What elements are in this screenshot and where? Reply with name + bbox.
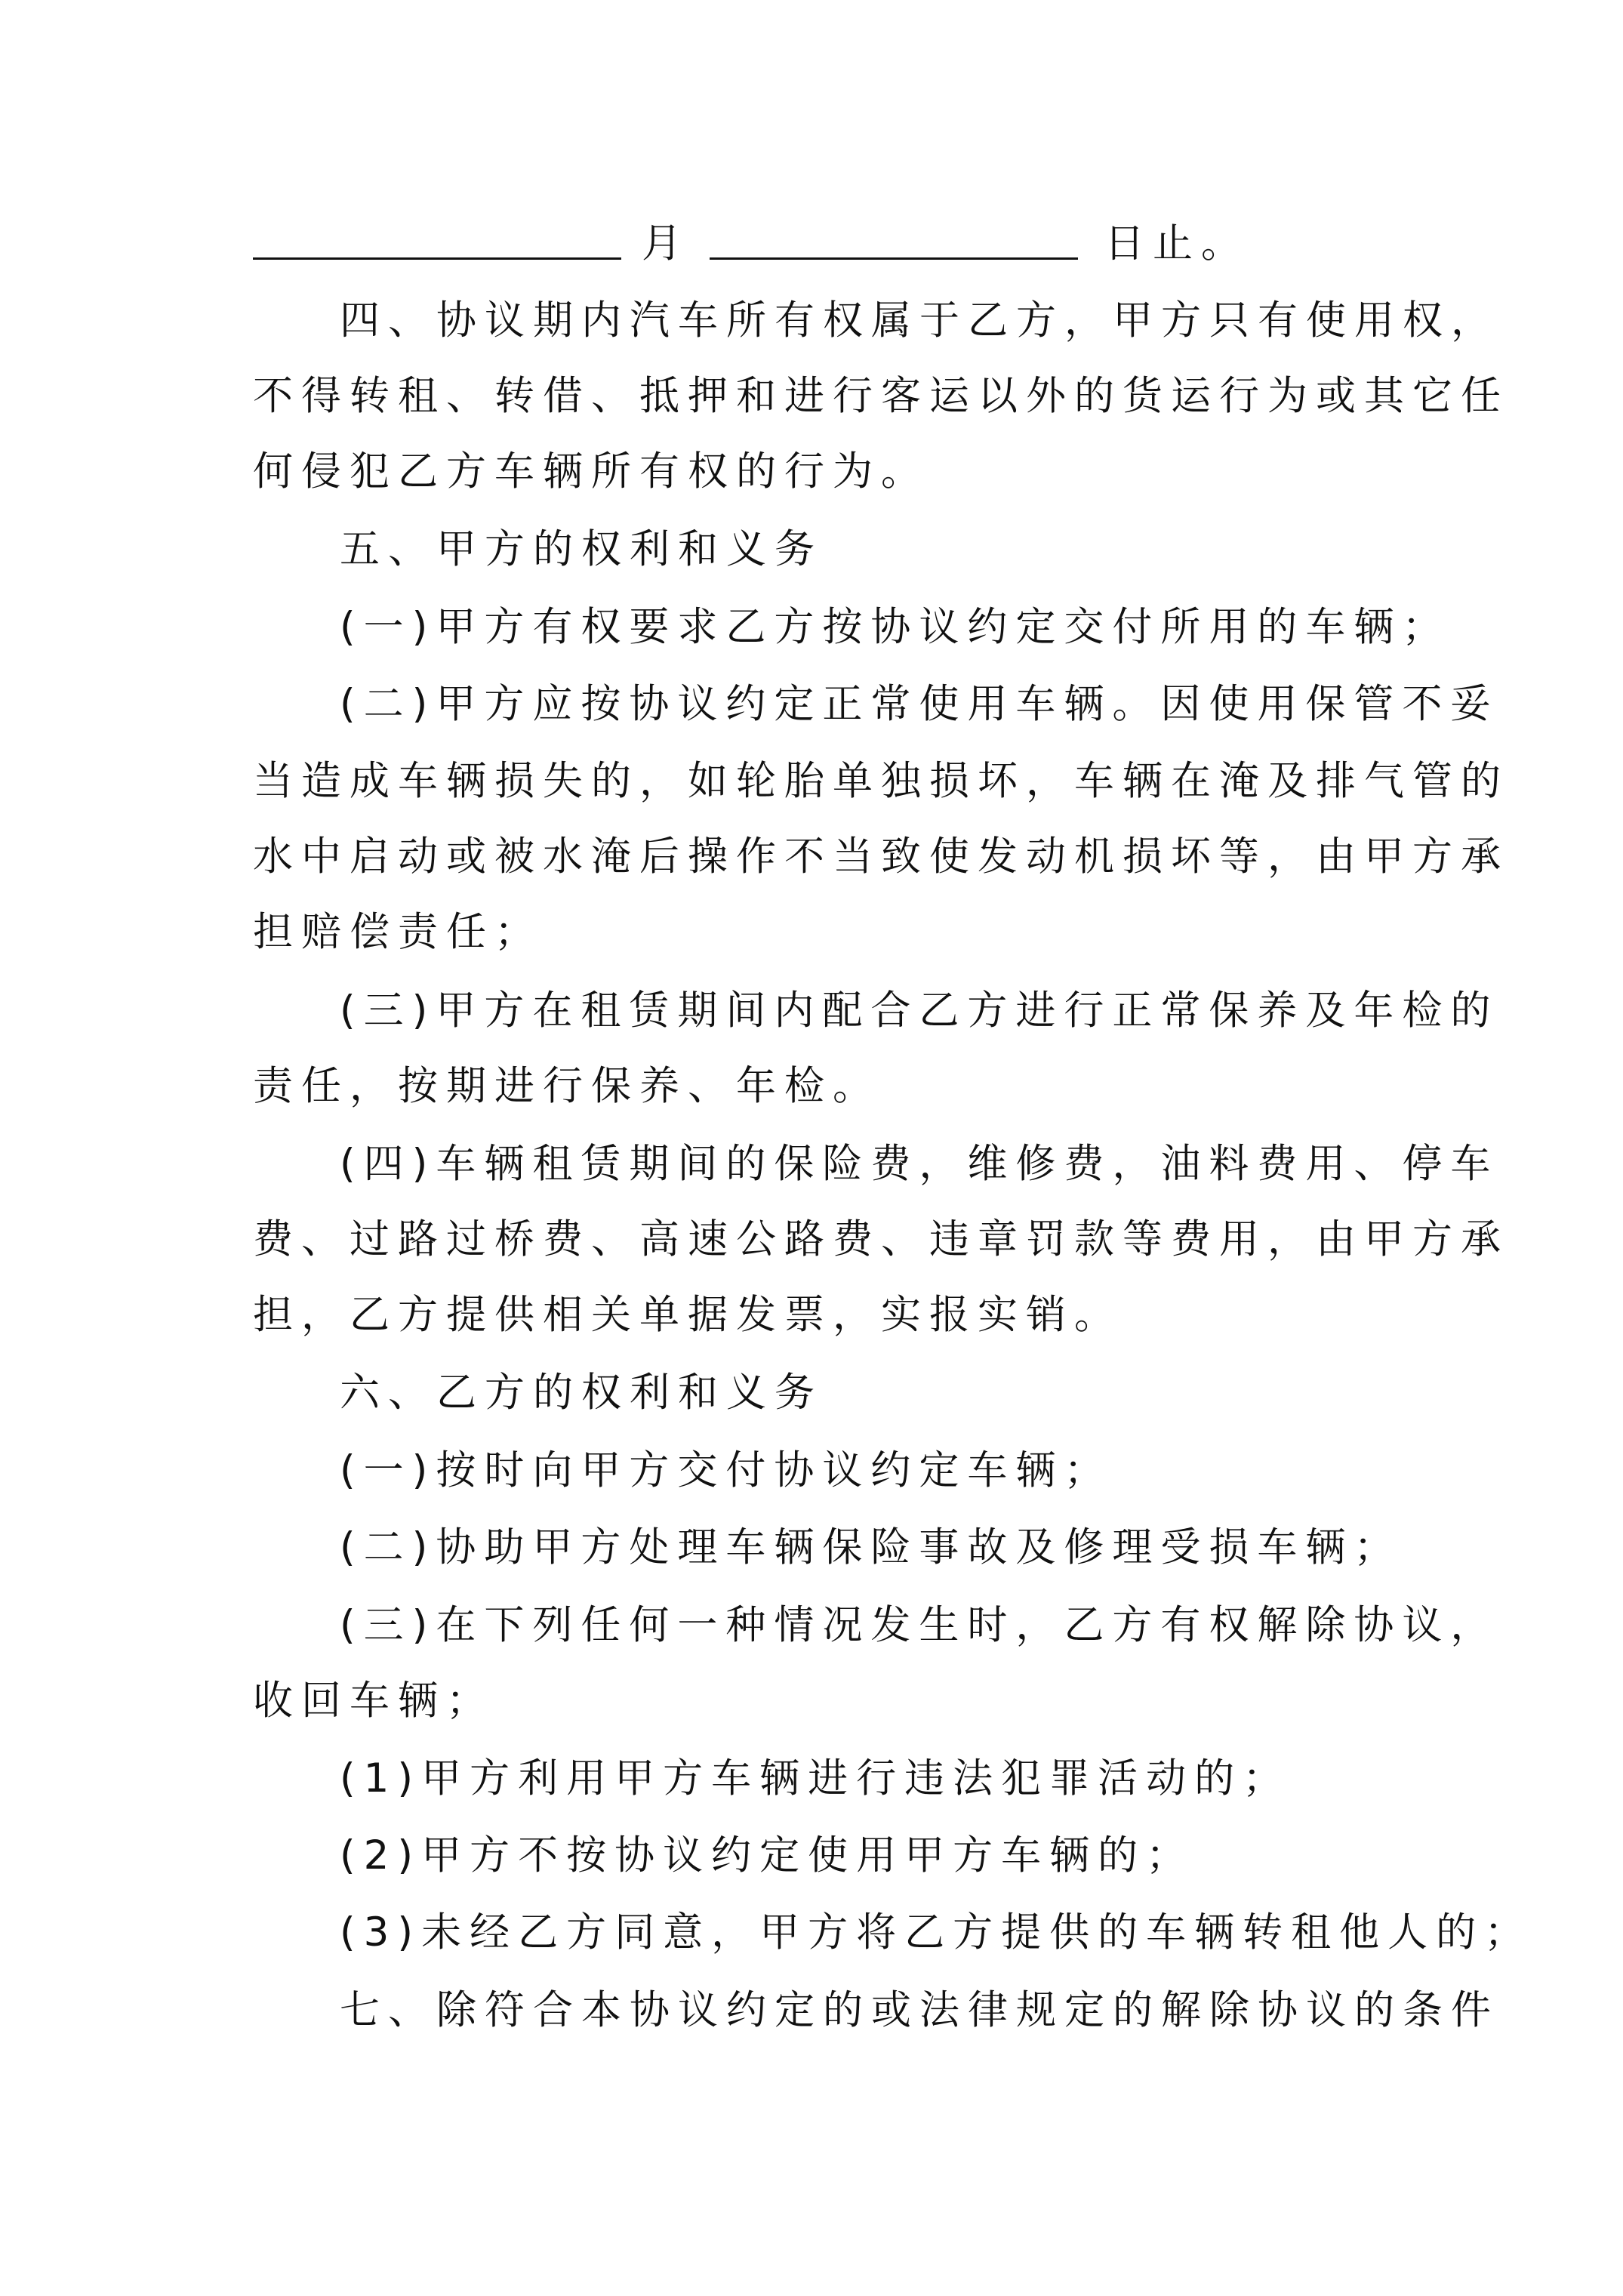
clause-4-line-1: 四、协议期内汽车所有权属于乙方，甲方只有使用权，: [340, 297, 1499, 344]
clause-5-item-4-line-2: 费、过路过桥费、高速公路费、违章罚款等费用，由甲方承: [253, 1216, 1509, 1262]
clause-6-sub-item-2: (2)甲方不按协议约定使用甲方车辆的；: [340, 1832, 1195, 1878]
end-day-label: 日止。: [1104, 220, 1249, 267]
clause-5-item-3-line-1: (三)甲方在租赁期间内配合乙方进行正常保养及年检的: [340, 988, 1499, 1034]
clause-6-heading: 六、乙方的权利和义务: [340, 1370, 823, 1416]
clause-4-line-3: 何侵犯乙方车辆所有权的行为。: [253, 448, 929, 495]
clause-5-item-3-line-2: 责任，按期进行保养、年检。: [253, 1063, 881, 1109]
clause-6-item-1: (一)按时向甲方交付协议约定车辆；: [340, 1447, 1113, 1493]
clause-5-item-2-line-3: 水中启动或被水淹后操作不当致使发动机损坏等，由甲方承: [253, 834, 1509, 880]
date-fill-line: [253, 217, 1310, 270]
month-label: 月: [642, 220, 690, 267]
clause-6-sub-item-1: (1)甲方利用甲方车辆进行违法犯罪活动的；: [340, 1755, 1292, 1801]
clause-6-sub-item-3: (3)未经乙方同意，甲方将乙方提供的车辆转租他人的；: [340, 1909, 1533, 1955]
clause-6-item-3-line-1: (三)在下列任何一种情况发生时，乙方有权解除协议，: [340, 1602, 1499, 1648]
clause-4-line-2: 不得转租、转借、抵押和进行客运以外的货运行为或其它任: [253, 373, 1509, 419]
clause-5-item-4-line-1: (四)车辆租赁期间的保险费，维修费，油料费用、停车: [340, 1141, 1499, 1187]
clause-5-item-2-line-4: 担赔偿责任；: [253, 909, 543, 955]
clause-5-item-1: (一)甲方有权要求乙方按协议约定交付所用的车辆；: [340, 604, 1451, 650]
clause-5-heading: 五、甲方的权利和义务: [340, 526, 823, 572]
clause-5-item-2-line-2: 当造成车辆损失的，如轮胎单独损坏，车辆在淹及排气管的: [253, 758, 1509, 804]
clause-6-item-2: (二)协助甲方处理车辆保险事故及修理受损车辆；: [340, 1524, 1403, 1570]
clause-5-item-4-line-3: 担，乙方提供相关单据发票，实报实销。: [253, 1292, 1123, 1338]
clause-5-item-2-line-1: (二)甲方应按协议约定正常使用车辆。因使用保管不妥: [340, 681, 1499, 727]
day-blank-underline: [710, 257, 1078, 260]
clause-6-item-3-line-2: 收回车辆；: [253, 1678, 494, 1724]
year-blank-underline: [253, 257, 621, 260]
clause-7-line-1: 七、除符合本协议约定的或法律规定的解除协议的条件: [340, 1987, 1499, 2033]
